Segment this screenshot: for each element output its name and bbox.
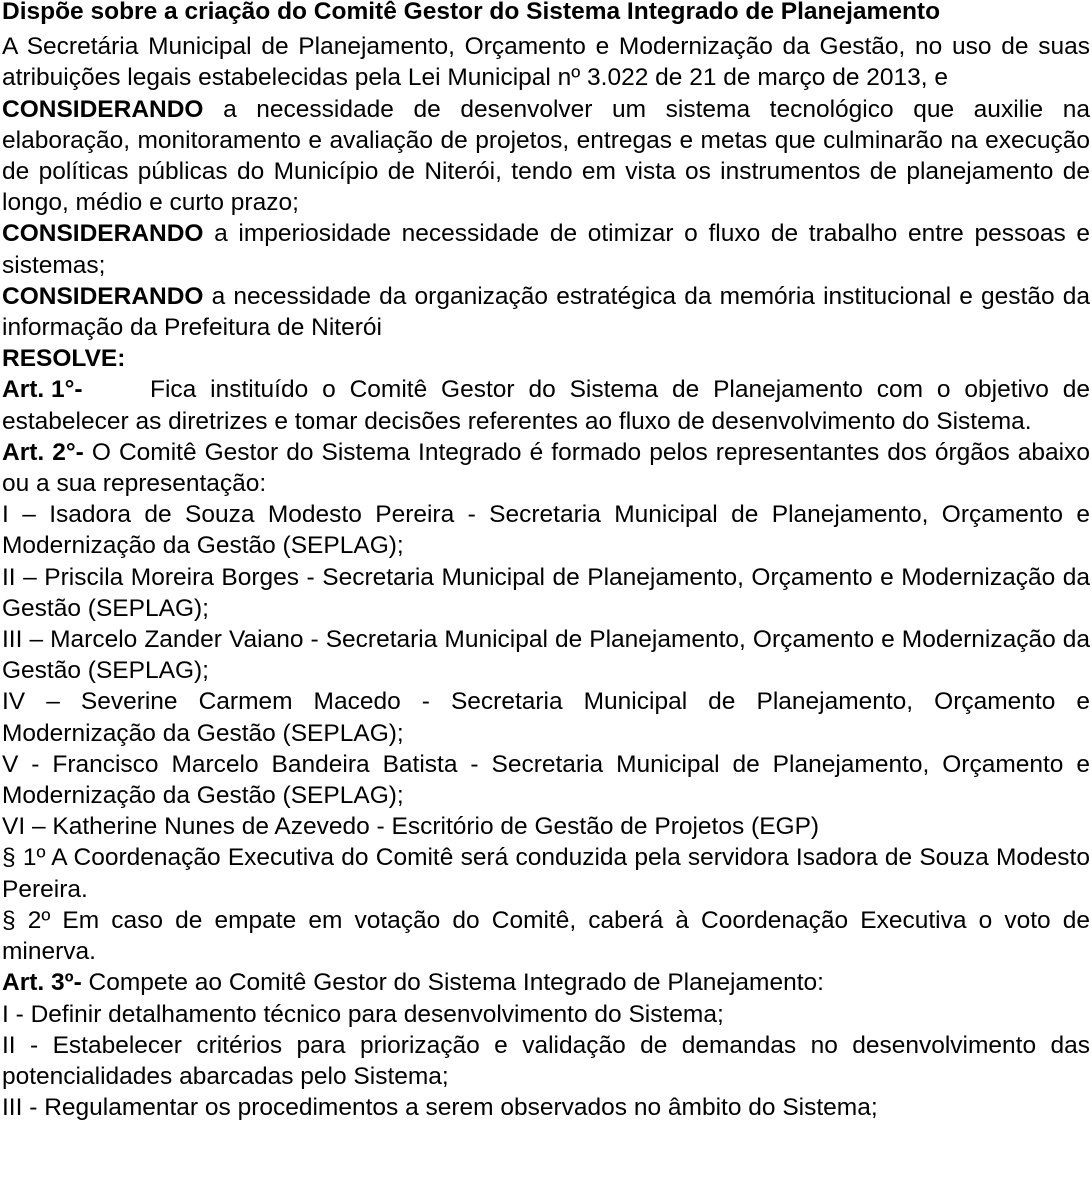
article-3-label: Art. 3º-	[2, 969, 82, 997]
article-1-text: Fica instituído o Comitê Gestor do Sistema de Planejamento com o objetivo de estabelecer as diretrizes e tomar decisões referentes ao fluxo de desenvolvimento do Sistema.	[2, 376, 1090, 435]
member-item: II – Priscila Moreira Borges - Secretaria Municipal de Planejamento, Orçamento e Modernização da Gestão (SEPLAG);	[2, 563, 1090, 622]
section-paragraph-1: § 1º A Coordenação Executiva do Comitê será conduzida pela servidora Isadora de Souza Modesto Pereira.	[2, 844, 1090, 903]
considerando-label: CONSIDERANDO	[2, 95, 204, 123]
resolve-heading	[2, 343, 1090, 374]
section-paragraph-2: § 2º Em caso de empate em votação do Comitê, caberá à Coordenação Executiva o voto de minerva.	[2, 906, 1090, 966]
resolve-label: RESOLVE:	[2, 345, 126, 373]
member-item: V - Francisco Marcelo Bandeira Batista - Secretaria Municipal de Planejamento, Orçamento e Modernização da Gestão (SEPLAG);	[2, 750, 1090, 810]
document-title: Dispõe sobre a criação do Comitê Gestor do Sistema Integrado de Planejamento	[2, 0, 941, 25]
article-3	[2, 967, 1090, 998]
article-3-text: Compete ao Comitê Gestor do Sistema Integrado de Planejamento:	[81, 969, 824, 997]
considerando-text: a necessidade da organização estratégica da memória institucional e gestão da informação da Prefeitura de Niterói	[2, 282, 1090, 342]
member-item: VI – Katherine Nunes de Azevedo - Escritório de Gestão de Projetos (EGP)	[2, 813, 820, 841]
considerando-text: a necessidade de desenvolver um sistema tecnológico que auxilie na elaboração, monitoramento e avaliação de projetos, entregas e metas que culminarão na execução de políticas públicas do Município de Niterói, tendo em vista os instrumentos de planejamento de longo, médio e curto prazo;	[2, 95, 1090, 217]
article-1-label: Art. 1°-	[2, 376, 83, 404]
considerando-label: CONSIDERANDO	[2, 282, 204, 310]
competence-item: III - Regulamentar os procedimentos a serem observados no âmbito do Sistema;	[2, 1094, 878, 1122]
article-2	[2, 437, 1090, 499]
considerando-3	[2, 281, 1090, 343]
article-2-text: O Comitê Gestor do Sistema Integrado é formado pelos representantes dos órgãos abaixo ou a sua representação:	[2, 438, 1090, 498]
intro-paragraph: A Secretária Municipal de Planejamento, Orçamento e Modernização da Gestão, no uso de suas atribuições legais estabelecidas pela Lei Municipal nº 3.022 de 21 de março de 2013, e	[2, 33, 1090, 92]
competence-item: I - Definir detalhamento técnico para desenvolvimento do Sistema;	[2, 1000, 724, 1028]
considerando-text: a imperiosidade necessidade de otimizar o fluxo de trabalho entre pessoas e sistemas;	[2, 220, 1090, 279]
article-2-label: Art. 2°-	[2, 438, 84, 466]
member-item: I – Isadora de Souza Modesto Pereira - Secretaria Municipal de Planejamento, Orçamento e Modernização da Gestão (SEPLAG);	[2, 501, 1090, 560]
considerando-2	[2, 218, 1090, 280]
considerando-label: CONSIDERANDO	[2, 220, 204, 248]
considerando-1	[2, 94, 1090, 219]
article-1	[2, 374, 1090, 436]
competence-item: II - Estabelecer critérios para priorização e validação de demandas no desenvolvimento das potencialidades abarcadas pelo Sistema;	[2, 1031, 1090, 1090]
member-item: IV – Severine Carmem Macedo - Secretaria Municipal de Planejamento, Orçamento e Modernização da Gestão (SEPLAG);	[2, 688, 1090, 747]
member-item: III – Marcelo Zander Vaiano - Secretaria Municipal de Planejamento, Orçamento e Modernização da Gestão (SEPLAG);	[2, 626, 1090, 685]
